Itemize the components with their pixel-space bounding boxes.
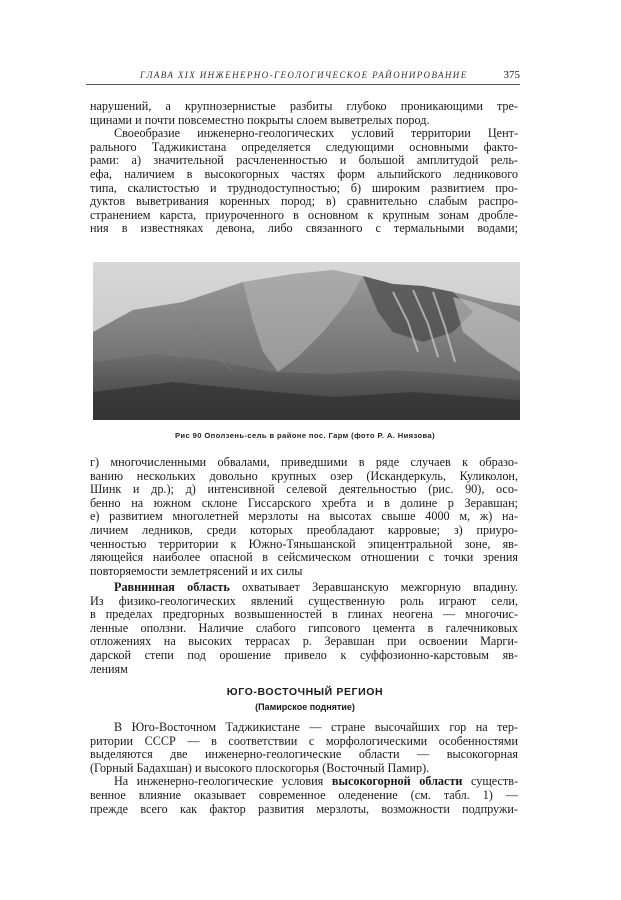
middle-text-block — [90, 456, 518, 578]
text-line: ния в известняках девона, либо связанного с термальными водами; — [90, 221, 518, 236]
text-line — [90, 775, 518, 789]
header-rule — [86, 84, 520, 85]
text-fragment: На инженерно-геологические условия — [114, 774, 332, 789]
text-fragment: существ- — [462, 774, 519, 789]
text-line: щинами и почти повсеместно покрыты слоем выветрелых пород. — [90, 112, 430, 127]
text-line: ченностью территории к Южно-Тяньшанской эпицентральной зоне, яв- — [90, 536, 518, 551]
text-line: г) многочисленными обвалами, приведшими в ряде случаев к образо- — [90, 455, 518, 469]
text-line: е) развитием многолетней мерзлоты на высотах свыше 4000 м, ж) на- — [90, 509, 518, 524]
section-title: ЮГО-ВОСТОЧНЫЙ РЕГИОН — [226, 686, 384, 698]
text-line: в пределах предгорных возвышенностей в глинах неогена — многочис- — [90, 607, 518, 622]
figure-caption: Рис 90 Оползень-сель в районе пос. Гарм (фото Р. А. Ниязова) — [174, 431, 436, 440]
text-line: Из физико-геологических явлений существенную роль играют сели, — [90, 593, 518, 608]
text-line: нарушений, а крупнозернистые разбиты глубоко проникающими тре- — [90, 99, 518, 113]
text-line: дарской степи под орошение привело к суффозионно-карстовым яв- — [90, 647, 518, 662]
top-text-block — [90, 100, 518, 236]
text-fragment: охватывает Зеравшанскую межгорную впадину. — [229, 580, 518, 594]
text-line: ленные оползни. Наличие слабого гипсового цемента в галечниковых — [90, 620, 518, 635]
text-line — [90, 581, 518, 595]
text-line: лениям — [90, 661, 128, 676]
text-line: ефа, наличием в высокогорных частях форм альпийского ледникового — [90, 166, 518, 181]
section-subtitle: (Памирское поднятие) — [255, 702, 355, 712]
text-line: ляющейся наиболее опасной в сейсмическом отношении с точки зрения — [90, 550, 518, 565]
text-line: личием ледников, среди которых преобладают карровые; з) приуро- — [90, 522, 518, 537]
text-line: бенно на южном склоне Гиссарского хребта и в долине р Зеравшан; — [90, 495, 518, 510]
text-line: (Горный Бадахшан) и высокого плоскогорья (Восточный Памир). — [90, 760, 430, 775]
text-line: дуктов выветривания коренных пород; в) сравнительно слабым распро- — [90, 194, 518, 209]
text-line: Своеобразие инженерно-геологических условий территории Цент- — [114, 126, 518, 141]
text-line: отложениях на высоких террасах р. Зеравшан при освоении Марги- — [90, 634, 518, 649]
running-title: ГЛАВА XIX ИНЖЕНЕРНО-ГЕОЛОГИЧЕСКОЕ РАЙОНИРОВАНИЕ — [140, 70, 468, 80]
text-line: Шинк и др.); д) интенсивной селевой деятельностью (рис. 90), осо- — [90, 482, 518, 497]
text-line: ритории СССР — в соответствии с морфологическими особенностями — [90, 733, 518, 748]
bottom-text-block — [90, 721, 518, 816]
text-line: прежде всего как фактор развития мерзлоты, возможности подпружи- — [90, 801, 518, 816]
page-number: 375 — [503, 69, 520, 81]
text-line: рального Таджикистана определяется следующими основными факто- — [90, 139, 518, 154]
term-highland-area: высокогорной области — [331, 774, 463, 789]
term-plain-area: Равнинная область — [114, 580, 230, 594]
plain-area-paragraph — [90, 581, 518, 676]
text-line: выделяются две инженерно-геологические области — высокогорная — [90, 747, 518, 762]
text-line: рами: а) значительной расчлененностью и большой амплитудой рель- — [90, 153, 518, 168]
text-line: странением карста, приуроченного в основном к крупным зонам дробле- — [90, 207, 518, 222]
text-line: ванию нескольких довольно крупных озер (Искандеркуль, Куликолон, — [90, 468, 518, 483]
text-line: венное влияние оказывает современное оледенение (см. табл. 1) — — [90, 787, 518, 802]
landslide-photo — [93, 262, 520, 420]
text-line: типа, скалистостью и труднодоступностью; б) широким развитием про- — [90, 180, 518, 195]
running-header — [86, 70, 520, 80]
landslide-photo-image — [93, 262, 520, 420]
text-line: В Юго-Восточном Таджикистане — стране высочайших гор на тер- — [114, 720, 518, 734]
text-line: повторяемости землетрясений и их силы — [90, 563, 303, 578]
